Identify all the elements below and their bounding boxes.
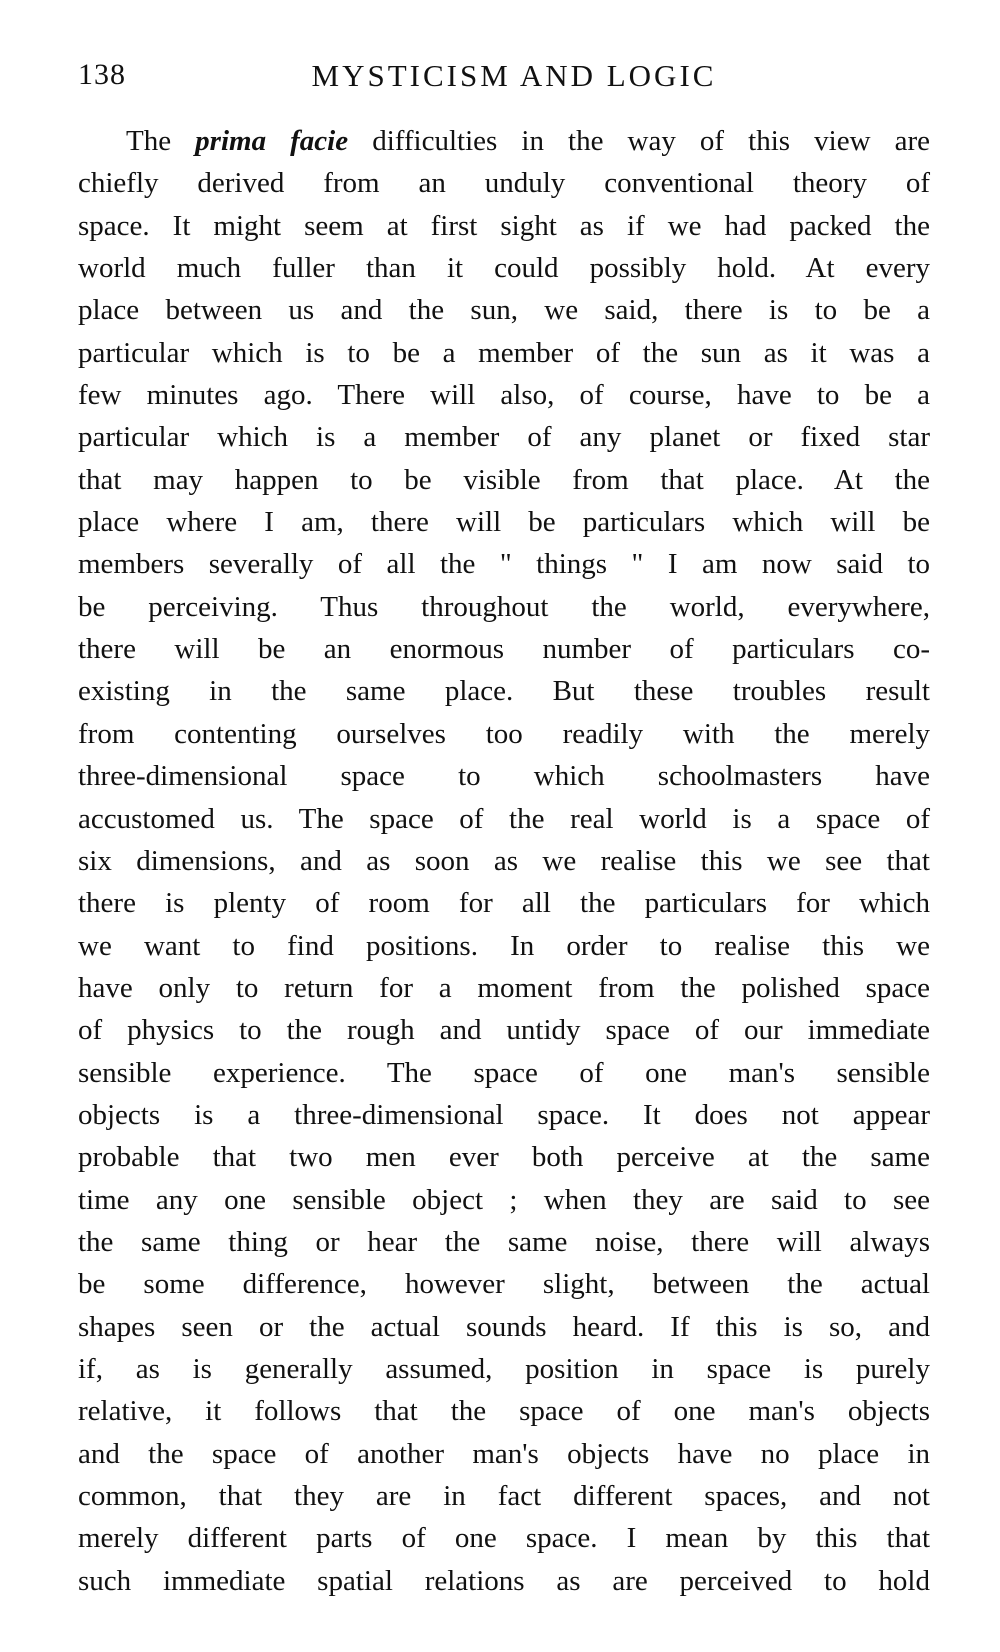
body-paragraph bbox=[78, 120, 930, 1602]
text-line: place where I am, there will be particulars which will be bbox=[78, 506, 930, 539]
text-line: objects is a three-dimensional space. It does not appear bbox=[78, 1098, 930, 1131]
text-line: space. It might seem at first sight as if we had packed the bbox=[78, 209, 930, 242]
text-line: time any one sensible object ; when they are said to see bbox=[78, 1183, 930, 1216]
text-line: members severally of all the " things " I am now said to bbox=[78, 548, 930, 581]
text-line: common, that they are in fact different spaces, and not bbox=[78, 1480, 930, 1512]
text-line: there is plenty of room for all the particulars for which bbox=[78, 887, 930, 920]
text-line: and the space of another man's objects have no place in bbox=[78, 1437, 930, 1470]
text-line: world much fuller than it could possibly hold. At every bbox=[78, 252, 930, 285]
page-number: 138 bbox=[78, 58, 126, 91]
text-line: sensible experience. The space of one man's sensible bbox=[78, 1056, 930, 1089]
text-line: six dimensions, and as soon as we realise this we see that bbox=[78, 844, 930, 877]
text-line: relative, it follows that the space of one man's objects bbox=[78, 1395, 930, 1428]
page-header bbox=[78, 58, 930, 102]
text-segment: difficulties in the way of this view are bbox=[348, 125, 931, 157]
text-line: shapes seen or the actual sounds heard. If this is so, and bbox=[78, 1310, 930, 1343]
text-line: existing in the same place. But these troubles result bbox=[78, 675, 930, 708]
text-line: place between us and the sun, we said, there is to be a bbox=[78, 294, 930, 327]
text-line: be perceiving. Thus throughout the world, everywhere, bbox=[78, 590, 930, 623]
italic-phrase: prima facie bbox=[195, 125, 349, 157]
text-segment: The bbox=[126, 125, 196, 157]
text-line: be some difference, however slight, between the actual bbox=[78, 1268, 930, 1301]
text-line: the same thing or hear the same noise, there will always bbox=[78, 1225, 930, 1258]
text-line: of physics to the rough and untidy space of our immediate bbox=[78, 1014, 930, 1047]
text-line: we want to find positions. In order to realise this we bbox=[78, 929, 930, 962]
text-line: if, as is generally assumed, position in space is purely bbox=[78, 1352, 930, 1385]
text-line: there will be an enormous number of particulars co- bbox=[78, 633, 930, 666]
text-line-1 bbox=[78, 120, 930, 162]
text-line: merely different parts of one space. I mean by this that bbox=[78, 1522, 930, 1555]
text-line: accustomed us. The space of the real world is a space of bbox=[78, 802, 930, 835]
text-line: chiefly derived from an unduly conventional theory of bbox=[78, 167, 930, 200]
running-title: MYSTICISM AND LOGIC bbox=[311, 58, 717, 93]
text-line: such immediate spatial relations as are perceived to hold bbox=[78, 1564, 930, 1597]
text-line: particular which is to be a member of the sun as it was a bbox=[78, 336, 930, 369]
text-line: few minutes ago. There will also, of course, have to be a bbox=[78, 379, 930, 412]
text-line: probable that two men ever both perceive at the same bbox=[78, 1141, 930, 1174]
text-line: particular which is a member of any planet or fixed star bbox=[78, 421, 930, 454]
text-line: three-dimensional space to which schoolmasters have bbox=[78, 760, 930, 793]
text-line: that may happen to be visible from that place. At the bbox=[78, 463, 930, 496]
text-line: from contenting ourselves too readily with the merely bbox=[78, 717, 930, 750]
text-line: have only to return for a moment from the polished space bbox=[78, 971, 930, 1004]
